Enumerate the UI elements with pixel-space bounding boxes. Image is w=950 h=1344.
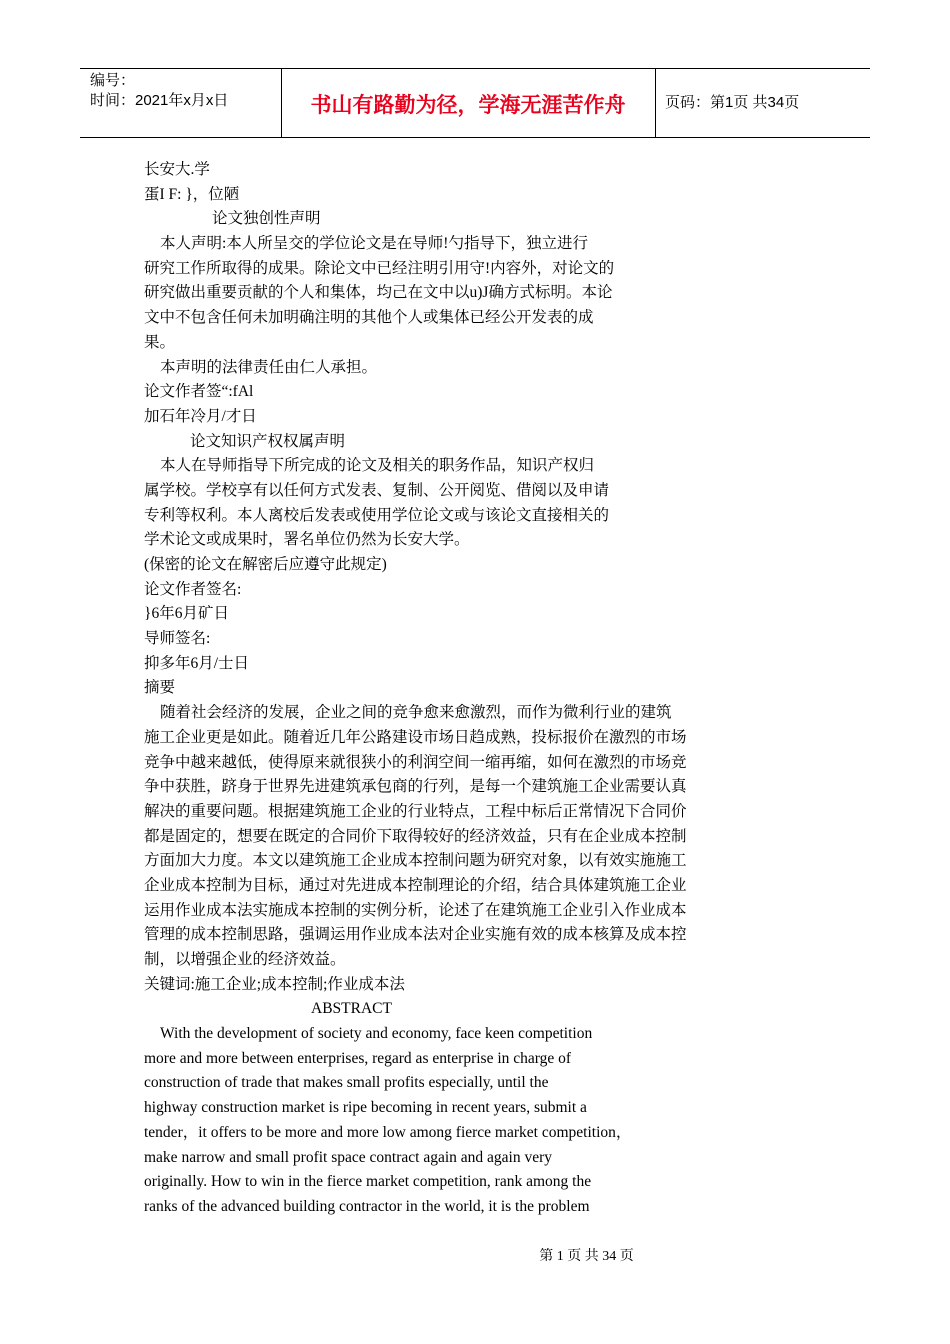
header-page-info: 页码：第1页 共34页 — [665, 94, 800, 111]
doc-line: }6年6月矿日 — [144, 605, 229, 623]
doc-line: 文中不包含任何未加明确注明的其他个人或集体已经公开发表的成 — [144, 309, 594, 327]
doc-line: tender，it offers to be more and more low among fierce market competition， — [144, 1123, 632, 1141]
doc-line: 施工企业更是如此。随着近几年公路建设市场日趋成熟，投标报价在激烈的市场 — [144, 728, 687, 746]
section-title: 摘要 — [144, 679, 176, 697]
doc-line: 属学校。学校享有以任何方式发表、复制、公开阅览、借阅以及申请 — [144, 481, 610, 499]
doc-line: 研究工作所取得的成果。除论文中已经注明引用守!内容外，对论文的 — [144, 259, 615, 277]
doc-line: 本声明的法律责任由仁人承担。 — [160, 358, 378, 376]
footer-page-number: 第 1 页 共 34 页 — [539, 1249, 634, 1264]
section-title: ABSTRACT — [311, 1000, 392, 1018]
header-divider — [655, 69, 656, 137]
doc-line: more and more between enterprises, regard as enterprise in charge of — [144, 1049, 572, 1067]
doc-line: ranks of the advanced building contractor in the world, it is the problem — [144, 1197, 590, 1215]
doc-line: 竞争中越来越低，使得原来就很狭小的利润空间一缩再缩，如何在激烈的市场竞 — [144, 753, 687, 771]
document-body — [144, 158, 744, 1220]
doc-line: construction of trade that makes small profits especially, until the — [144, 1074, 549, 1092]
doc-line: (保密的论文在解密后应遵守此规定) — [144, 556, 387, 573]
doc-line: 论文作者签“:fAl — [144, 383, 254, 401]
doc-line: 加石年冷月/才日 — [144, 407, 257, 425]
doc-line: 论文作者签名: — [144, 580, 242, 598]
doc-line: 管理的成本控制思路，强调运用作业成本法对企业实施有效的成本核算及成本控 — [144, 926, 687, 944]
doc-line: 随着社会经济的发展，企业之间的竞争愈来愈激烈，而作为微利行业的建筑 — [160, 704, 672, 722]
doc-line: 抑多年6月/士日 — [144, 654, 250, 672]
doc-line: 本人在导师指导下所完成的论文及相关的职务作品，知识产权归 — [160, 457, 595, 475]
doc-line: 都是固定的，想要在既定的合同价下取得较好的经济效益，只有在企业成本控制 — [144, 827, 687, 845]
section-title: 论文独创性声明 — [212, 210, 321, 228]
doc-line: With the development of society and economy, face keen competition — [160, 1025, 593, 1043]
doc-line: 长安大.学 — [144, 161, 210, 178]
doc-line: 果。 — [144, 333, 176, 351]
doc-line: 方面加大力度。本文以建筑施工企业成本控制问题为研究对象，以有效实施施工 — [144, 852, 687, 870]
doc-line: 研究做出重要贡献的个人和集体，均己在文中以u)J确方式标明。本论 — [144, 284, 613, 302]
doc-line: 专利等权利。本人离校后发表或使用学位论文或与该论文直接相关的 — [144, 506, 610, 524]
header-id-label: 编号： — [90, 72, 136, 89]
doc-line: 解决的重要问题。根据建筑施工企业的行业特点，工程中标后正常情况下合同价 — [144, 802, 687, 820]
header-time: 时间：2021年x月x日 — [90, 92, 229, 109]
doc-line: 制，以增强企业的经济效益。 — [144, 951, 346, 968]
doc-line: originally. How to win in the fierce market competition, rank among the — [144, 1173, 592, 1191]
doc-line: 本人声明:本人所呈交的学位论文是在导师!勺指导下，独立进行 — [160, 235, 588, 253]
doc-line: make narrow and small profit space contract again and again very — [144, 1148, 552, 1166]
doc-line: 争中获胜，跻身于世界先进建筑承包商的行列，是每一个建筑施工企业需要认真 — [144, 778, 687, 796]
doc-line: highway construction market is ripe becoming in recent years, submit a — [144, 1099, 587, 1117]
doc-line: 蛋I F: }，位陋 — [144, 185, 240, 203]
header-motto: 书山有路勤为径，学海无涯苦作舟 — [310, 93, 626, 117]
doc-line: 企业成本控制为目标，通过对先进成本控制理论的介绍，结合具体建筑施工企业 — [144, 876, 687, 894]
page-header — [80, 68, 870, 138]
doc-line: 关键词:施工企业;成本控制;作业成本法 — [144, 975, 405, 993]
header-meta — [90, 71, 280, 111]
page-footer — [0, 1245, 950, 1265]
doc-line: 运用作业成本法实施成本控制的实例分析，论述了在建筑施工企业引入作业成本 — [144, 901, 687, 919]
section-title: 论文知识产权权属声明 — [190, 432, 346, 450]
doc-line: 学术论文或成果时，署名单位仍然为长安大学。 — [144, 531, 470, 549]
doc-line: 导师签名: — [144, 630, 211, 648]
